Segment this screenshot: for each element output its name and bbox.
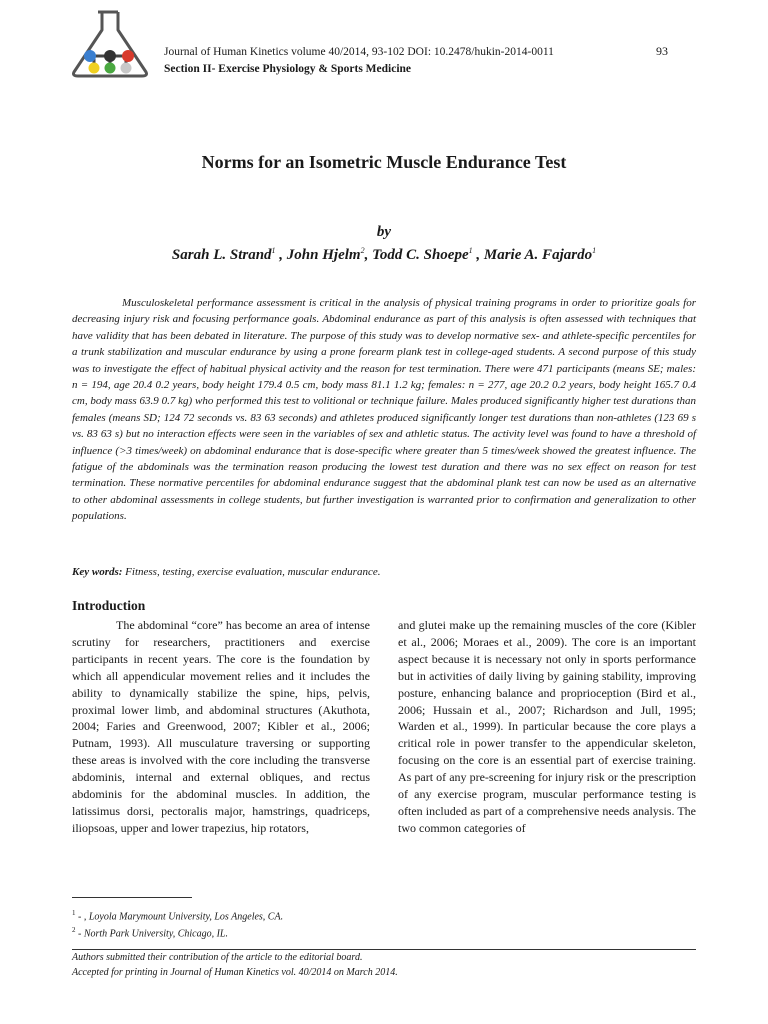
footnote-mark: 2 bbox=[72, 926, 76, 934]
journal-logo bbox=[66, 10, 156, 80]
intro-right-column: and glutei make up the remaining muscles of the core (Kibler et al., 2006; Moraes et al., 2009). The core is an important aspect because it is necessary not only in sports performance but in activities of daily living by gaining stability, improving posture, enhancing balance and proprioception (Bird et al., 2006; Hussain et al., 2007; Richardson and Jull, 1995; Warden et al., 1999). In particular because the core plays a critical role in power transfer to the appendicular skeleton, focusing on the core is an essential part of exercise training. As part of any pre-screening for injury risk or the prescription of any exercise program, muscular performance testing is often included as part of a comprehensive needs analysis. The two common categories of bbox=[398, 618, 696, 835]
footnote-text: - North Park University, Chicago, IL. bbox=[75, 928, 228, 940]
bottom-divider bbox=[72, 949, 696, 950]
journal-citation: Journal of Human Kinetics volume 40/2014, 93-102 DOI: 10.2478/hukin-2014-0011 bbox=[164, 46, 554, 58]
author-affiliation-mark: 1 bbox=[271, 246, 276, 255]
intro-left-column: The abdominal “core” has become an area of intense scrutiny for researchers, practitioners and exercise participants in recent years. The core is the foundation by which all appendicular movement relies and it includes the ability to dynamically stabilize the spine, hips, pelvis, proximal lower limb, and abdominal structures (Akuthota, 2004; Faries and Greenwood, 2007; Kibler et al., 2006; Putnam, 1993). All musculature traversing or supporting these areas is involved with the core including the transverse abdominis, internal and external obliques, and rectus abdominis for the abdominal muscles. In addition, the latissimus dorsi, pectoralis major, hamstrings, quadriceps, iliopsoas, upper and lower trapezius, hip rotators, bbox=[72, 618, 370, 835]
keywords-label: Key words: bbox=[72, 566, 123, 578]
keywords bbox=[72, 566, 696, 578]
article-title: Norms for an Isometric Muscle Endurance Test bbox=[201, 152, 567, 172]
author-affiliation-mark: 1 bbox=[592, 246, 597, 255]
footnote-text: - , Loyola Marymount University, Los Angeles, CA. bbox=[75, 911, 284, 923]
running-header bbox=[164, 44, 684, 78]
author-separator: , bbox=[275, 247, 287, 263]
page-number: 93 bbox=[656, 44, 668, 58]
footnote bbox=[72, 909, 283, 922]
section-heading-introduction: Introduction bbox=[72, 598, 146, 613]
flask-molecule-icon bbox=[66, 10, 156, 80]
author-name: John Hjelm bbox=[286, 247, 361, 263]
keywords-text: Fitness, testing, exercise evaluation, muscular endurance. bbox=[122, 566, 381, 578]
section-label: Section II- Exercise Physiology & Sports Medicine bbox=[164, 63, 412, 75]
footnote-divider bbox=[72, 897, 192, 898]
byline-by: by bbox=[376, 224, 392, 240]
acceptance-note: Accepted for printing in Journal of Human Kinetics vol. 40/2014 on March 2014. bbox=[72, 967, 398, 978]
author-name: Marie A. Fajardo bbox=[483, 247, 593, 263]
author-separator: , bbox=[472, 247, 484, 263]
editorial-note: Authors submitted their contribution of the article to the editorial board. bbox=[72, 952, 363, 963]
abstract: Musculoskeletal performance assessment is critical in the analysis of physical training programs in order to prioritize goals for decreasing injury risk and focusing performance goals. Abdominal endurance as part of this analysis is often assessed with techniques that have validity that has been debated in literature. The purpose of this study was to develop normative sex- and athlete-specific percentiles for a trunk stabilization and muscular endurance by using a prone forearm plank test in college-aged students. A second purpose of this study was to investigate the effect of habitual physical activity and the reason for test termination. There were 471 participants (means SE; males: n = 194, age 20.4 0.2 years, body height 179.4 0.5 cm, body mass 81.1 1.2 kg; females: n = 277, age 20.2 0.2 years, body height 165.7 0.4 cm, body mass 63.9 0.7 kg) who performed this test to volitional or technique failure. Males produced significantly higher test durations than females (means SD; 124 72 seconds vs. 83 63 seconds) and athletes produced significantly longer test durations than non-athletes (123 69 s vs. 83 63 s) but no interaction effects were seen in the variables of sex and athletic status. The activity level was found to have a threshold of influence (>3 times/week) on abdominal endurance that is dose-specific where greater than 5 times/week showed the greatest influence. The fatigue of the abdominals was the termination reason producing the lowest test duration and there was no sex effect on reason for test termination. These normative percentiles for abdominal endurance suggest that the abdominal plank test can now be used as an alternative to other abdominal assessments in college students, but further investigation is warranted prior to confirmation and generalization to other populations. bbox=[72, 297, 696, 523]
author-separator: , bbox=[364, 247, 373, 263]
author-name: Sarah L. Strand bbox=[171, 247, 272, 263]
author-name: Todd C. Shoepe bbox=[372, 247, 469, 263]
footnote-mark: 1 bbox=[72, 909, 76, 917]
footnote bbox=[72, 926, 228, 939]
author-list bbox=[0, 246, 768, 264]
author-affiliation-mark: 1 bbox=[468, 246, 473, 255]
author-affiliation-mark: 2 bbox=[360, 246, 365, 255]
